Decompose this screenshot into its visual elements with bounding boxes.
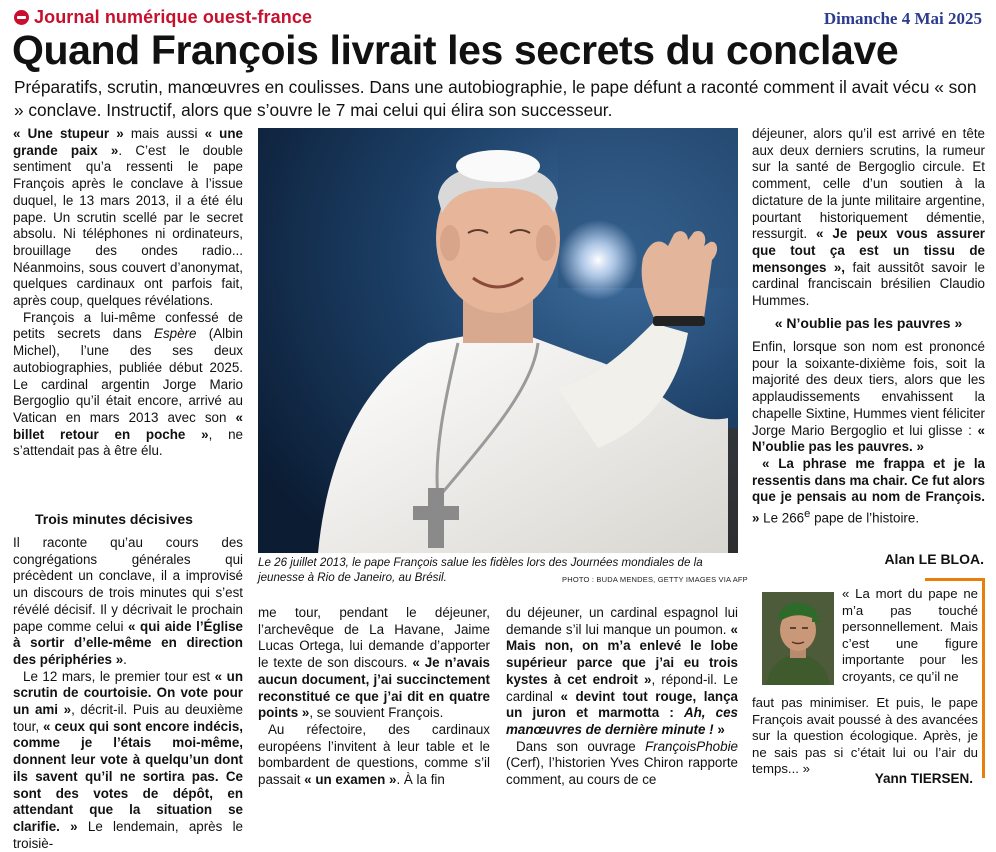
masthead (14, 6, 312, 28)
text: me tour, pendant le déjeuner, l’archevêque de La Havane, Jaime Lucas Ortega, lui demande d’apporter le texte de son discours. (258, 605, 490, 671)
quote-bold: « Une stupeur » (13, 126, 124, 141)
testimony-quote-bottom: faut pas minimiser. Et puis, le pape François avait poussé à des avancées sur la question écologique. Après, je ne sais pas si c’était lui ou l’air du temps... » (752, 695, 978, 777)
superscript: e (804, 508, 811, 521)
quote-bold: « Mais non, on m’a enlevé le lobe supérieur parce que j’ai eu trois kystes à cet endroit » (506, 621, 738, 687)
quote-bold: « billet retour en poche » (13, 409, 243, 442)
text: fait aussitôt savoir le cardinal franciscain brésilien Claudio Hummes. (752, 259, 985, 309)
quote-bold: » (713, 721, 725, 737)
photo-caption: Le 26 juillet 2013, le pape François salue les fidèles lors des Journées mondiales de la jeunesse à Rio de Janeiro, au Brésil. (258, 556, 703, 584)
text: Le 12 mars, le premier tour est (23, 668, 215, 684)
paragraph (752, 456, 985, 527)
paragraph (258, 605, 490, 722)
paragraph (13, 669, 243, 852)
text: du déjeuner, un cardinal espagnol lui demande s’il lui manque un poumon. (506, 605, 738, 637)
quote-bold: « devint tout rouge, lança un juron et marmotta : (506, 688, 738, 721)
pope-photo (258, 128, 738, 553)
quote-bold: « Je peux vous assurer que tout ça est un tissu de mensonges », (752, 226, 985, 275)
quote-bold: « qui aide l’Église à sortir d’elle-même en direction des périphéries » (13, 618, 244, 667)
text: Il raconte qu’au cours des congrégations générales qui précèdent un conclave, il a improvisé un discours de trois minutes qui s’est révélé décisif. Il y décrivait le prochain pape comme celui (13, 535, 243, 634)
text: . À la fin (396, 772, 445, 788)
text: , décrit-il. Puis au deuxième tour, (13, 702, 244, 734)
text: (Albin Michel), l’une des ses deux autobiographies, publiée début 2025. Le cardinal argentin Jorge Mario Bergoglio qu’il était encore, arrivé au Vatican en mars 2013 avec son (13, 326, 243, 425)
testimony-quote-top: « La mort du pape ne m’a pas touché personnellement. Mais c’est une figure importante pour les croyants, ce qu’il ne (842, 586, 978, 684)
quote-bold: « un examen » (304, 772, 397, 788)
paragraph (13, 310, 243, 460)
quote-bold: « une grande paix » (13, 126, 243, 158)
quote-bold: « ceux qui sont encore indécis, comme je l’étais moi-même, donnent leur vote à quelqu’un dont ils savent qu’il ne sortira pas. Ce sont des votes de dépôt, en attendant que la situation se clarifie. » (13, 718, 243, 834)
paragraph (258, 722, 490, 789)
book-title: FrançoisPhobie (644, 738, 738, 754)
article-column-2 (258, 605, 490, 789)
box-border (982, 578, 985, 778)
photo-credit: PHOTO : BUDA MENDES, GETTY IMAGES VIA AFP (562, 575, 748, 584)
text: mais aussi (123, 126, 205, 141)
testimony-signature: Yann TIERSEN. (874, 771, 973, 786)
text: Le 266 (759, 510, 805, 526)
book-title: Espère (154, 326, 197, 342)
text: , se souvient François. (309, 705, 444, 721)
quote-bold-italic: Ah, ces manœuvres de dernière minute ! (506, 705, 738, 737)
article-column-4-continued (752, 314, 985, 527)
quote-bold: « un scrutin de courtoisie. On vote pour un ami » (13, 668, 243, 718)
text: . (123, 651, 127, 667)
headline: Quand François livrait les secrets du conclave (12, 27, 899, 73)
article-column-3 (506, 605, 738, 789)
ouest-france-logo-icon (14, 10, 29, 25)
subheading: « N’oublie pas les pauvres » (774, 315, 963, 331)
portrait-photo (762, 592, 834, 685)
text: Au réfectoire, des cardinaux européens l’invitent à leur table et le bombardent de questions, comme s’il passait (258, 721, 490, 788)
text: déjeuner, alors qu’il est arrivé en tête aux deux derniers scrutins, la rumeur sur la santé de Bergoglio circule. Et comment, celle d’un soutien à la dictature de la junte militaire argentine, pourtant historiquement démentie, ressurgit. (752, 126, 985, 242)
text: Enfin, lorsque son nom est prononcé pour la soixante-dixième fois, soit la majorité des deux tiers, alors que les applaudissements envahissent la chapelle Sixtine, Hummes vient féliciter Jorge Mario Bergoglio et lui glisse : (752, 339, 985, 438)
quote-bold: « Je n’avais aucun document, j’ai succinctement reconstitué ce que j’ai dit en quatre points » (258, 655, 490, 721)
text: , ne s’attendait pas à être élu. (13, 426, 243, 459)
paragraph (752, 339, 985, 456)
paragraph (506, 605, 738, 739)
paragraph (13, 535, 243, 669)
text: Dans son ouvrage (516, 738, 645, 754)
man-portrait-illustration (762, 592, 834, 685)
testimony-box (752, 578, 985, 798)
standfirst: Préparatifs, scrutin, manœuvres en coulisses. Dans une autobiographie, le pape défunt a raconté comment il avait vécu « son » conclave. Instructif, alors que s’ouvre le 7 mai celui qui élira son successeur. (14, 77, 977, 120)
article-column-1 (13, 126, 243, 460)
article-column-4 (752, 126, 985, 310)
paragraph (752, 126, 985, 310)
subheading: Trois minutes décisives (35, 511, 193, 527)
quote-bold: « N’oublie pas les pauvres. » (752, 422, 985, 455)
paragraph (506, 739, 738, 789)
article-column-1-continued (13, 506, 243, 852)
text: (Cerf), l’historien Yves Chiron rapporte comment, au cours de ce (506, 755, 738, 788)
text: Le lendemain, après le troisiè- (13, 818, 243, 851)
pope-francis-illustration (258, 128, 738, 553)
quote-bold: « La phrase me frappa et je la ressentis dans ma chair. Ce fut alors que je pensais au nom de François. » (752, 455, 985, 526)
text: , répond-il. Le cardinal (506, 671, 739, 704)
text: pape de l’histoire. (810, 510, 920, 526)
box-border (925, 578, 985, 581)
masthead-title: Journal numérique ouest-france (34, 6, 313, 27)
text: François a lui-même confessé de petits secrets dans (13, 309, 243, 342)
paragraph (13, 126, 243, 310)
text: . C’est le double sentiment qu’a ressenti le pape François après le conclave à l’issue duquel, le 13 mars 2013, il a été élu pape. Un scrutin scellé par le secret absolu. Ni téléphones ni ordinateurs, brouillage des ondes radio... Néanmoins, sous couvert d’anonymat, quelques cardinaux ont parfois fait, après coup, quelques révélations. (13, 142, 243, 309)
author-signature: Alan LE BLOA. (884, 551, 984, 567)
publication-date: Dimanche 4 Mai 2025 (823, 9, 982, 28)
